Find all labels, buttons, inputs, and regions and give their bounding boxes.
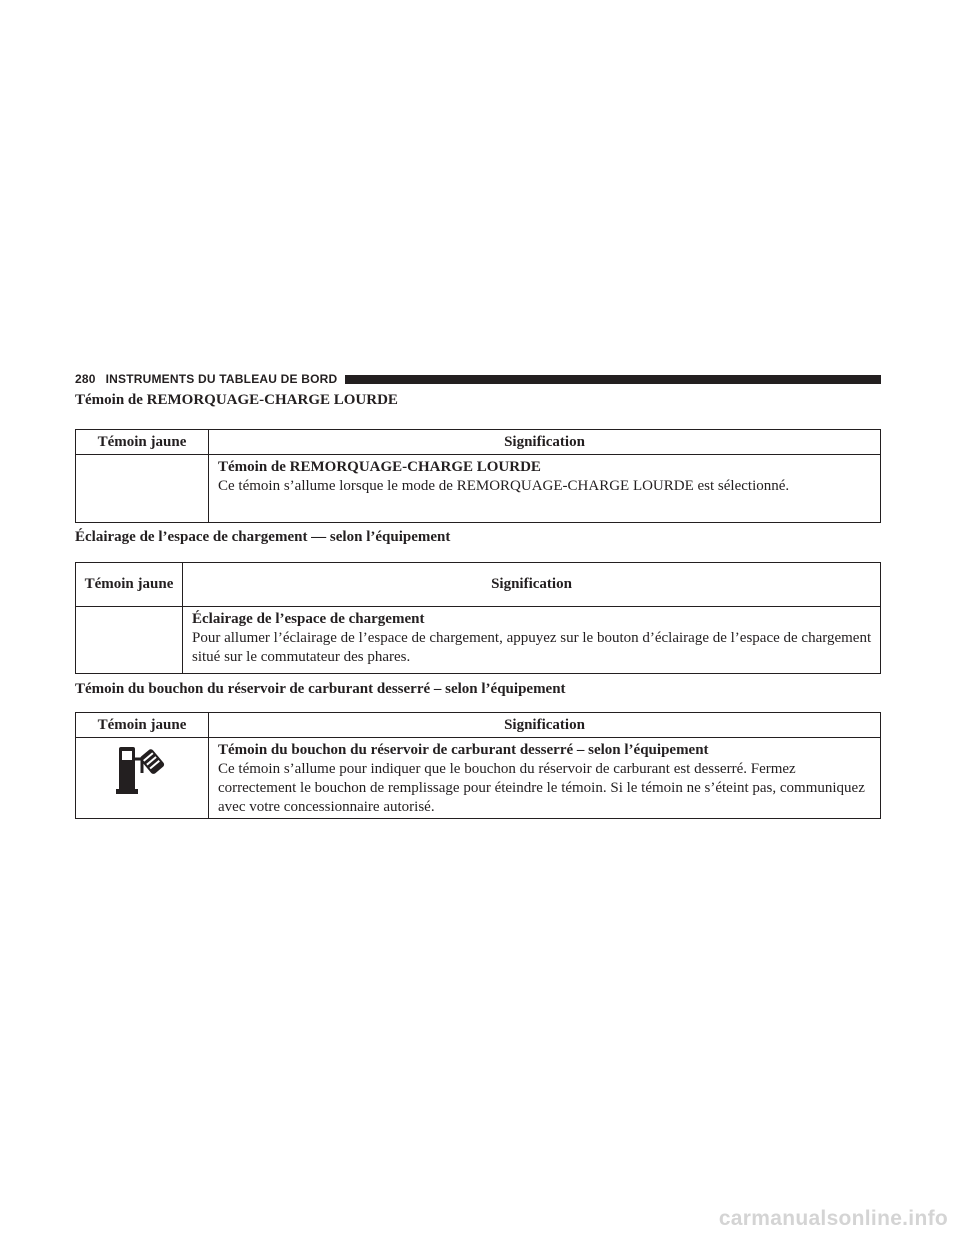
column-header-indicator: Témoin jaune [76,430,209,455]
table-row [76,455,881,523]
chapter-title: INSTRUMENTS DU TABLEAU DE BORD [105,372,338,386]
column-header-meaning: Signification [209,430,881,455]
column-header-indicator: Témoin jaune [76,713,209,738]
table-header-row [76,430,881,455]
row-description: Ce témoin s’allume lorsque le mode de REMORQUAGE-CHARGE LOURDE est sélectionné. [218,478,790,494]
indicator-cell [76,738,209,819]
section-title-heavy-towing: Témoin de REMORQUAGE-CHARGE LOURDE [75,392,398,408]
table-row [76,607,881,674]
table-header-row [76,563,881,607]
section-title-fuel-cap: Témoin du bouchon du réservoir de carburant desserré – selon l’équipement [75,681,566,697]
meaning-cell [209,738,881,819]
page-header [75,371,881,387]
loose-fuel-cap-icon [116,741,168,797]
table-header-row [76,713,881,738]
table-row [76,738,881,819]
table-fuel-cap [75,712,881,819]
page-number: 280 [75,372,96,386]
watermark: carmanualsonline.info [718,1207,948,1230]
row-title: Témoin du bouchon du réservoir de carburant desserré – selon l’équipement [218,742,709,758]
column-header-meaning: Signification [209,713,881,738]
meaning-cell [209,455,881,523]
row-title: Éclairage de l’espace de chargement [192,611,425,627]
meaning-cell [183,607,881,674]
header-rule [345,375,881,384]
column-header-indicator: Témoin jaune [76,563,183,607]
table-heavy-towing [75,429,881,523]
row-description: Ce témoin s’allume pour indiquer que le bouchon du réservoir de carburant est desserré. Fermez correctement le bouchon de remplissage pour éteindre le témoin. Si le témoin ne s’éteint pas, communiquez avec votre concessionnaire autorisé. [218,761,865,815]
column-header-meaning: Signification [183,563,881,607]
indicator-cell-empty [76,455,209,523]
row-description: Pour allumer l’éclairage de l’espace de chargement, appuyez sur le bouton d’éclairage de l’espace de chargement situé sur le commutateur des phares. [192,630,872,665]
section-title-cargo-light: Éclairage de l’espace de chargement — selon l’équipement [75,529,451,545]
table-cargo-light [75,562,881,674]
row-title: Témoin de REMORQUAGE-CHARGE LOURDE [218,459,541,475]
indicator-cell-empty [76,607,183,674]
